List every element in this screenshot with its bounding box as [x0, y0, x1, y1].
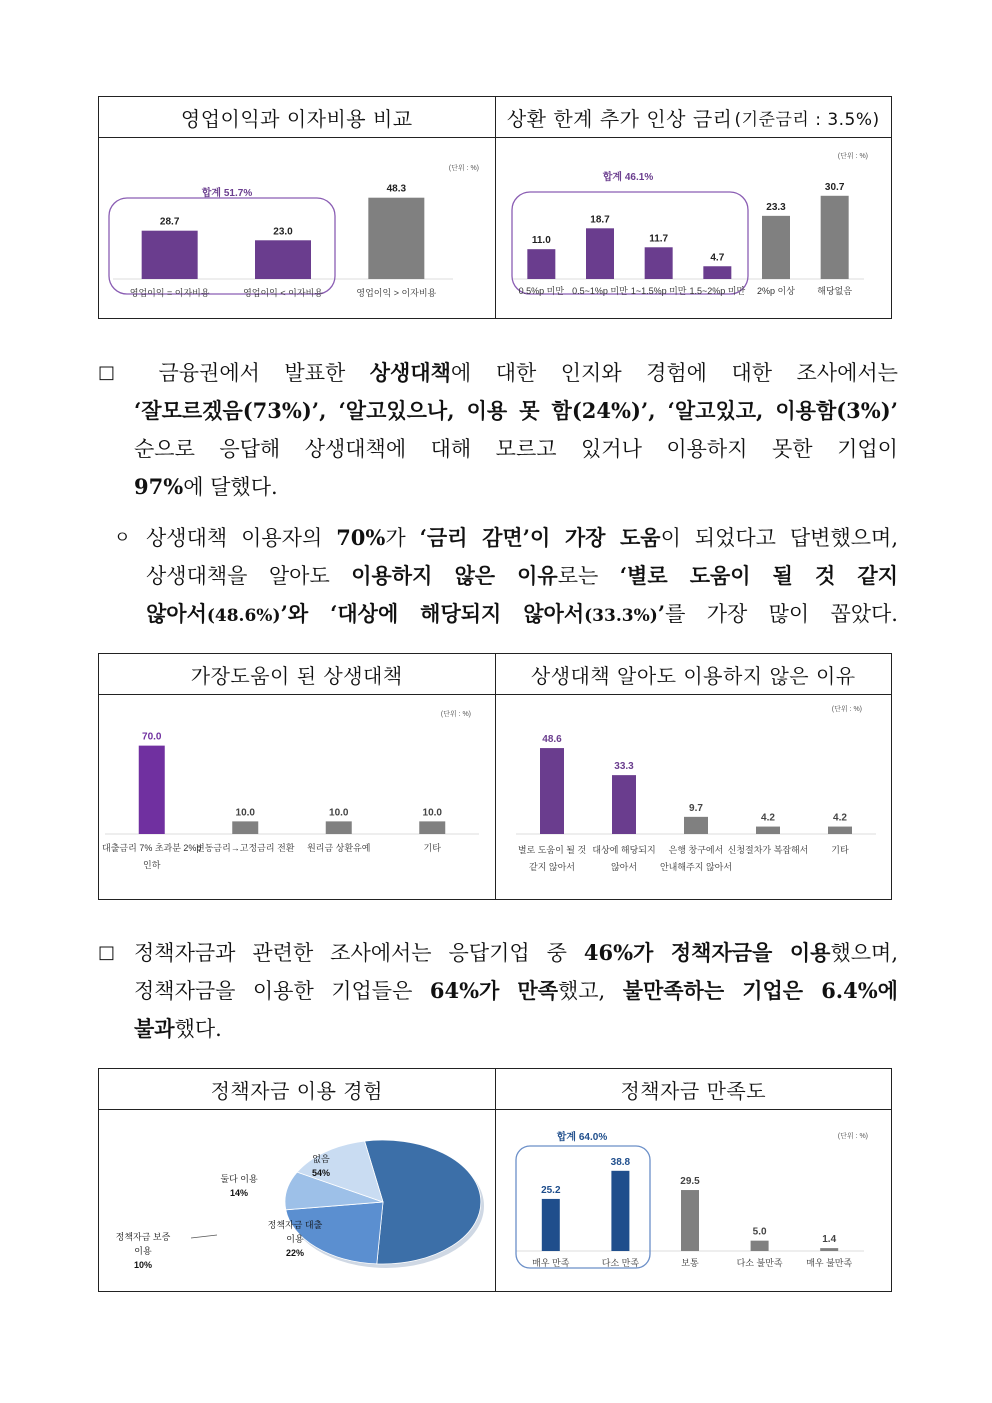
text: 상생대책 이용자의 [146, 526, 337, 550]
word: 조사에서는 [796, 361, 898, 385]
emph-text: ’와 [280, 601, 331, 626]
paragraph-awareness [98, 354, 898, 506]
category-label: 다소 만족 [601, 1258, 640, 1268]
value-label: 70.0 [142, 731, 162, 743]
p2-line-2 [98, 557, 898, 595]
chart-table-2 [98, 653, 892, 900]
category-label: 별로 도움이 될 것 [517, 845, 587, 855]
word: 대한 [731, 361, 773, 385]
emph-text: 97% [134, 474, 184, 499]
square-bullet: □ [98, 362, 116, 383]
category-label: 안내해주지 않아서 [659, 862, 733, 872]
word: 이용하지 [666, 437, 748, 461]
value-label: 23.3 [766, 201, 786, 213]
bar [232, 821, 258, 834]
table-header [99, 1069, 891, 1110]
line-text [146, 595, 898, 635]
line-text [146, 557, 898, 595]
category-label: 해당없음 [817, 286, 853, 296]
word: 대해 [430, 437, 472, 461]
bar [681, 1190, 699, 1251]
bar [612, 775, 636, 834]
line-text [146, 519, 898, 557]
table-title-right: 정책자금 만족도 [620, 1078, 767, 1103]
p2-line-3 [98, 595, 898, 635]
category-label: 대상에 해당되지 [592, 845, 656, 855]
p3-line-1 [98, 934, 898, 972]
emph-text: 상생대책 [369, 360, 451, 385]
chart-table-1 [98, 96, 892, 319]
value-label: 10.0 [422, 807, 442, 819]
bar [762, 216, 790, 279]
p2-line-1 [98, 519, 898, 557]
category-label: 매우 만족 [532, 1258, 570, 1268]
category-label: 1.5~2%p 미만 [689, 286, 746, 296]
word: 인지와 [560, 361, 622, 385]
value-label: 5.0 [752, 1226, 767, 1238]
value-label: 1.4 [822, 1234, 837, 1246]
text: 상생대책을 알아도 [146, 564, 352, 588]
value-label: 30.7 [824, 181, 845, 193]
emph-text: ‘별로 도움이 될 것 같지 [619, 563, 898, 588]
bar [142, 231, 198, 279]
slice-label: 이용 [134, 1246, 152, 1256]
word-emph [370, 354, 471, 392]
leader-line [191, 1235, 217, 1238]
value-label: 9.7 [689, 802, 703, 814]
table-title-right-suffix: (기준금리 : 3.5%) [734, 109, 880, 130]
text: 이 되었다고 답변했으며, [660, 526, 898, 550]
text: 가 [385, 526, 420, 550]
value-label: 38.8 [610, 1156, 631, 1168]
category-label: 다소 불만족 [736, 1258, 783, 1268]
operating-profit-vs-interest-chart [99, 138, 495, 319]
slice-label: 이용 [286, 1234, 304, 1244]
category-label: 0.5%p 미만 [518, 286, 565, 296]
bar [821, 196, 849, 279]
emph-text: ‘금리 감면’이 가장 도움 [419, 525, 661, 550]
word: 에 [450, 361, 472, 385]
category-label: 기타 [831, 845, 849, 855]
emph-text: 64%가 만족 [429, 978, 558, 1003]
word: 있거나 [581, 437, 642, 461]
value-label: 18.7 [590, 214, 610, 226]
p3-line-2 [98, 972, 898, 1010]
emph-text: (48.6%) [206, 606, 281, 626]
value-label: 48.6 [542, 734, 562, 746]
unit-note: (단위 : %) [440, 711, 471, 718]
most-helpful-measure-chart [99, 695, 495, 900]
table-header [99, 97, 891, 138]
bar [751, 1241, 769, 1251]
sum-label: 합계 64.0% [556, 1132, 608, 1143]
category-label: 않아서 [610, 862, 638, 872]
line-text [134, 934, 898, 972]
word: 금융권에서 [158, 361, 260, 385]
bar [645, 247, 673, 279]
text: 했으며, [830, 941, 899, 965]
emph-text: (33.3%) [584, 606, 658, 626]
table-title-right [496, 97, 892, 137]
bar [540, 748, 564, 834]
emph-text: 불만족하는 기업은 6.4%에 [622, 978, 898, 1003]
bar [586, 228, 614, 279]
emph-text: 불과 [134, 1016, 175, 1041]
bar [326, 821, 352, 834]
bar [703, 266, 731, 279]
text: 에 달했다. [183, 475, 278, 499]
value-label: 11.0 [531, 235, 551, 247]
value-label: 10.0 [329, 807, 349, 819]
policy-fund-satisfaction-chart [496, 1110, 892, 1292]
word: 경험에 [646, 361, 707, 385]
emph-text: 70% [336, 525, 386, 550]
category-label: 영업이익 < 이자비용 [243, 288, 323, 298]
slice-label: 정책자금 대출 [267, 1220, 323, 1230]
value-label: 48.3 [386, 183, 407, 195]
bar [419, 821, 445, 834]
value-label: 4.2 [761, 812, 775, 824]
unit-note: (단위 : %) [837, 1133, 868, 1140]
category-label: 0.5~1%p 미만 [572, 286, 628, 296]
p3-line-3 [98, 1010, 898, 1048]
category-label: 같지 않아서 [529, 862, 575, 872]
p1-line-2 [98, 392, 898, 430]
value-label: 29.5 [680, 1176, 700, 1188]
bar [527, 249, 555, 279]
chart-table-3 [98, 1068, 892, 1292]
slice-label: 정책자금 보증 [115, 1232, 171, 1242]
category-label: 기타 [423, 843, 441, 853]
value-label: 10.0 [235, 807, 255, 819]
word: 못한 [772, 437, 813, 461]
text: 했다. [174, 1017, 222, 1041]
value-label: 28.7 [159, 216, 180, 228]
value-label: 33.3 [614, 761, 634, 773]
table-title-left: 영업이익과 이자비용 비교 [99, 97, 496, 137]
text: 를 가장 많이 꼽았다. [665, 602, 898, 626]
unit-note: (단위 : %) [837, 153, 868, 160]
square-bullet: □ [98, 942, 116, 963]
word: 응답해 [219, 437, 281, 461]
survey-response-breakdown: ‘잘모르겠음(73%)’, ‘알고있으나, 이용 못 함(24%)’, ‘알고있고, 이용함(3%)’ [134, 398, 898, 423]
bar [756, 827, 780, 834]
emph-text: 46%가 정책자금을 이용 [583, 940, 831, 965]
category-label: 변동금리→고정금리 전환 [196, 843, 295, 853]
table-title-left: 가장도움이 된 상생대책 [99, 654, 496, 694]
table-title-right-main: 상환 한계 추가 인상 금리 [506, 106, 733, 131]
emph-text: 이용하지 않은 이유 [351, 563, 558, 588]
bar [684, 817, 708, 834]
unit-note: (단위 : %) [831, 706, 862, 713]
reason-not-used-chart [496, 695, 892, 900]
category-label: 원리금 상환유예 [307, 843, 371, 853]
word: 발표한 [284, 361, 346, 385]
slice-label: 없음 [312, 1154, 330, 1164]
slice-label: 54% [311, 1168, 331, 1178]
slice-label: 14% [229, 1188, 249, 1198]
bar [611, 1171, 629, 1251]
word: 모르고 [495, 437, 557, 461]
text: 정책자금과 관련한 조사에서는 응답기업 중 [134, 941, 584, 965]
category-label: 매우 불만족 [806, 1258, 853, 1268]
bar [255, 240, 311, 279]
category-label: 영업이익 = 이자비용 [129, 288, 210, 298]
table-header [99, 654, 891, 695]
additional-rate-limit-chart [496, 138, 892, 319]
word: 대한 [495, 361, 537, 385]
sum-label: 합계 46.1% [602, 172, 654, 183]
text: 했고, [557, 979, 623, 1003]
policy-fund-usage-pie-chart [99, 1110, 495, 1292]
paragraph-usage-reasons [98, 519, 898, 635]
emph-text: ‘대상에 해당되지 않아서 [330, 601, 585, 626]
category-label: 은행 창구에서 [668, 845, 724, 855]
emph-text: ’ [657, 601, 666, 626]
value-label: 4.2 [833, 812, 847, 824]
value-label: 4.7 [710, 252, 725, 264]
category-label: 대출금리 7% 초과분 2%p [102, 843, 202, 853]
bar [820, 1248, 838, 1251]
table-title-right: 상생대책 알아도 이용하지 않은 이유 [530, 663, 856, 688]
unit-note: (단위 : %) [448, 165, 479, 172]
p1-line-3 [98, 430, 898, 468]
p1-line-1 [98, 354, 898, 392]
bar [139, 746, 165, 834]
sum-label: 합계 51.7% [201, 188, 253, 199]
category-label: 2%p 이상 [757, 286, 795, 296]
bar [368, 198, 424, 279]
value-label: 11.7 [649, 233, 669, 245]
category-label: 영업이익 > 이자비용 [356, 288, 437, 298]
slice-label: 22% [285, 1248, 305, 1258]
bar [542, 1199, 560, 1251]
category-label: 보통 [681, 1258, 699, 1268]
text: 로는 [557, 564, 620, 588]
value-label: 23.0 [273, 226, 293, 238]
word: 기업이 [837, 437, 898, 461]
p1-line-4 [98, 468, 898, 506]
paragraph-policy-fund [98, 934, 898, 1048]
category-label: 1~1.5%p 미만 [630, 286, 687, 296]
category-label: 신청절차가 복잡해서 [727, 845, 809, 855]
text: 정책자금을 이용한 기업들은 [134, 979, 430, 1003]
emph-text: 않아서 [146, 601, 207, 626]
slice-label: 10% [133, 1260, 153, 1270]
word: 상생대책에 [304, 437, 407, 461]
line-text [134, 972, 898, 1010]
category-label: 인하 [143, 860, 161, 870]
word: 순으로 [134, 437, 195, 461]
table-title-left: 정책자금 이용 경험 [99, 1069, 496, 1109]
circle-bullet: ㅇ [114, 528, 131, 548]
value-label: 25.2 [541, 1184, 561, 1196]
bar [828, 827, 852, 834]
slice-label: 둘다 이용 [220, 1174, 258, 1184]
